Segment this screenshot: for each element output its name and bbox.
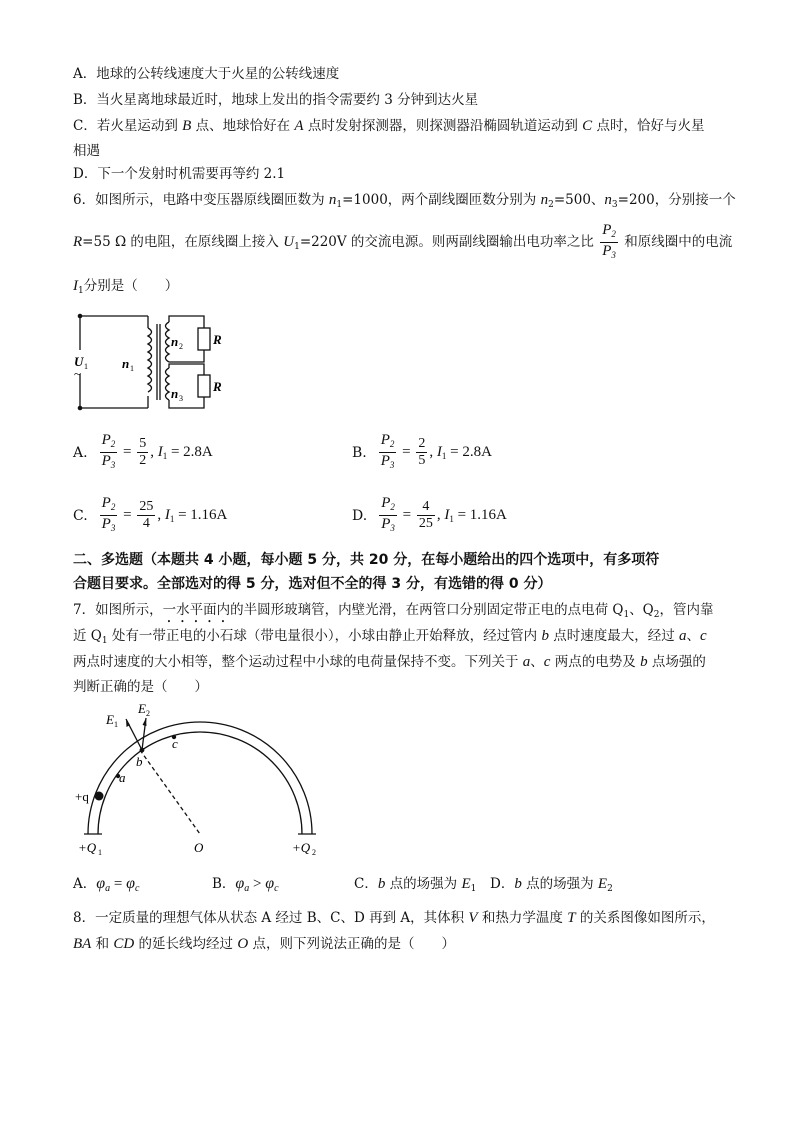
o-center-label: O (194, 840, 204, 855)
q8-stem-line1: 8．一定质量的理想气体从状态 A 经过 B、C、D 再到 A，其体积 V 和热力学温度 T 的关系图像如图所示， (73, 910, 715, 926)
resistor-r-label-bottom: R (213, 379, 222, 394)
c-point-label: c (172, 736, 178, 751)
plus-q-label: +q (75, 789, 89, 804)
q6-option-b: B. $\frac{P_2}{P_3}$ = $\frac{2}{5}$ , $I_1 = 2.8A$ (352, 432, 492, 470)
n3-label: n (171, 386, 179, 401)
q7-option-b: B．$\varphi_a > \varphi_c$ (212, 875, 279, 894)
q5-option-b: B．当火星离地球最近时，地球上发出的指令需要约 3 分钟到达火星 (73, 92, 479, 108)
transformer-circuit-figure (66, 308, 226, 414)
q6-stem-line2: R=55 Ω 的电阻，在原线圈上接入 $U_1=220V$ 的交流电源。则两副线圈输出电功率之比 $\frac{P_2}{P_3}$ 和原线圈中的电流 (73, 222, 732, 267)
q1-charge-label: +Q (78, 840, 97, 855)
q7-stem-line4: 判断正确的是（ ） (73, 679, 208, 695)
q7-stem-line1: 7．如图所示，一水平面内的半圆形玻璃管，内壁光滑，在两管口分别固定带正电的点电荷 $Q_1$、$Q_2$，管内靠 (73, 602, 714, 620)
resistor-r-label-top: R (213, 332, 222, 347)
e1-label: E (106, 712, 114, 727)
n3-subscript: 3 (179, 394, 183, 403)
q7-option-d: D．b 点的场强为 $E_2$ (490, 876, 613, 894)
q6-option-c: C. $\frac{P_2}{P_3}$ = $\frac{25}{4}$ , $I_1 = 1.16A$ (73, 495, 228, 533)
q2-subscript: 2 (312, 848, 316, 857)
q5-option-c-cont: 相遇 (73, 143, 100, 159)
q2-charge-label: +Q (292, 840, 311, 855)
b-point-label: b (136, 754, 143, 769)
q5-option-d: D．下一个发射时机需要再等约 2.1 (73, 166, 286, 182)
q5-option-a: A．地球的公转线速度大于火星的公转线速度 (73, 66, 340, 82)
n1-subscript: 1 (130, 364, 134, 373)
q7-option-a: A．$\varphi_a = \varphi_c$ (73, 875, 140, 894)
q8-stem-line2: BA 和 CD 的延长线均经过 O 点，则下列说法正确的是（ ） (73, 936, 455, 952)
e1-subscript: 1 (114, 720, 118, 729)
q7-option-c: C．b 点的场强为 $E_1$ (354, 876, 477, 894)
n2-subscript: 2 (179, 342, 183, 351)
e2-subscript: 2 (146, 709, 150, 718)
voltage-label: U (74, 354, 84, 369)
q7-stem-line3: 两点时速度的大小相等，整个运动过程中小球的电荷量保持不变。下列关于 a、c 两点的电势及 b 点场强的 (73, 654, 706, 670)
a-point-label: a (119, 770, 126, 785)
semicircle-tube-figure (66, 700, 336, 860)
section2-heading-line2: 合题目要求。全部选对的得 5 分，选对但不全的得 3 分，有选错的得 0 分） (73, 576, 552, 592)
ac-symbol: ~ (74, 366, 82, 381)
voltage-subscript: 1 (84, 362, 88, 371)
q6-stem-line1: 6．如图所示，电路中变压器原线圈匝数为 $n_1=1000$，两个副线圈匝数分别为 $n_2=500$、$n_3=200$，分别接一个 (73, 192, 736, 210)
q5-option-c: C．若火星运动到 B 点、地球恰好在 A 点时发射探测器，则探测器沿椭圆轨道运动到 C 点时，恰好与火星 (73, 118, 705, 134)
section2-heading-line1: 二、多选题（本题共 4 小题，每小题 5 分，共 20 分，在每小题给出的四个选项中，有多项符 (73, 552, 660, 568)
n2-label: n (171, 334, 179, 349)
q6-option-d: D. $\frac{P_2}{P_3}$ = $\frac{4}{25}$ , $I_1 = 1.16A$ (352, 495, 507, 533)
power-ratio-fraction: $\frac{P_2}{P_3}$ (602, 222, 616, 260)
q6-option-a: A. $\frac{P_2}{P_3}$ = $\frac{5}{2}$ , $I_1 = 2.8A$ (73, 432, 213, 470)
q1-subscript: 1 (98, 848, 102, 857)
q6-stem-line3: $I_1$分别是（ ） (73, 278, 179, 296)
n1-label: n (122, 356, 130, 371)
e2-label: E (138, 701, 146, 716)
q7-stem-line2: 近 $Q_1$ 处有一带正电的小石球（带电量很小），小球由静止开始释放，经过管内 b 点时速度最大，经过 a、c (73, 628, 707, 646)
